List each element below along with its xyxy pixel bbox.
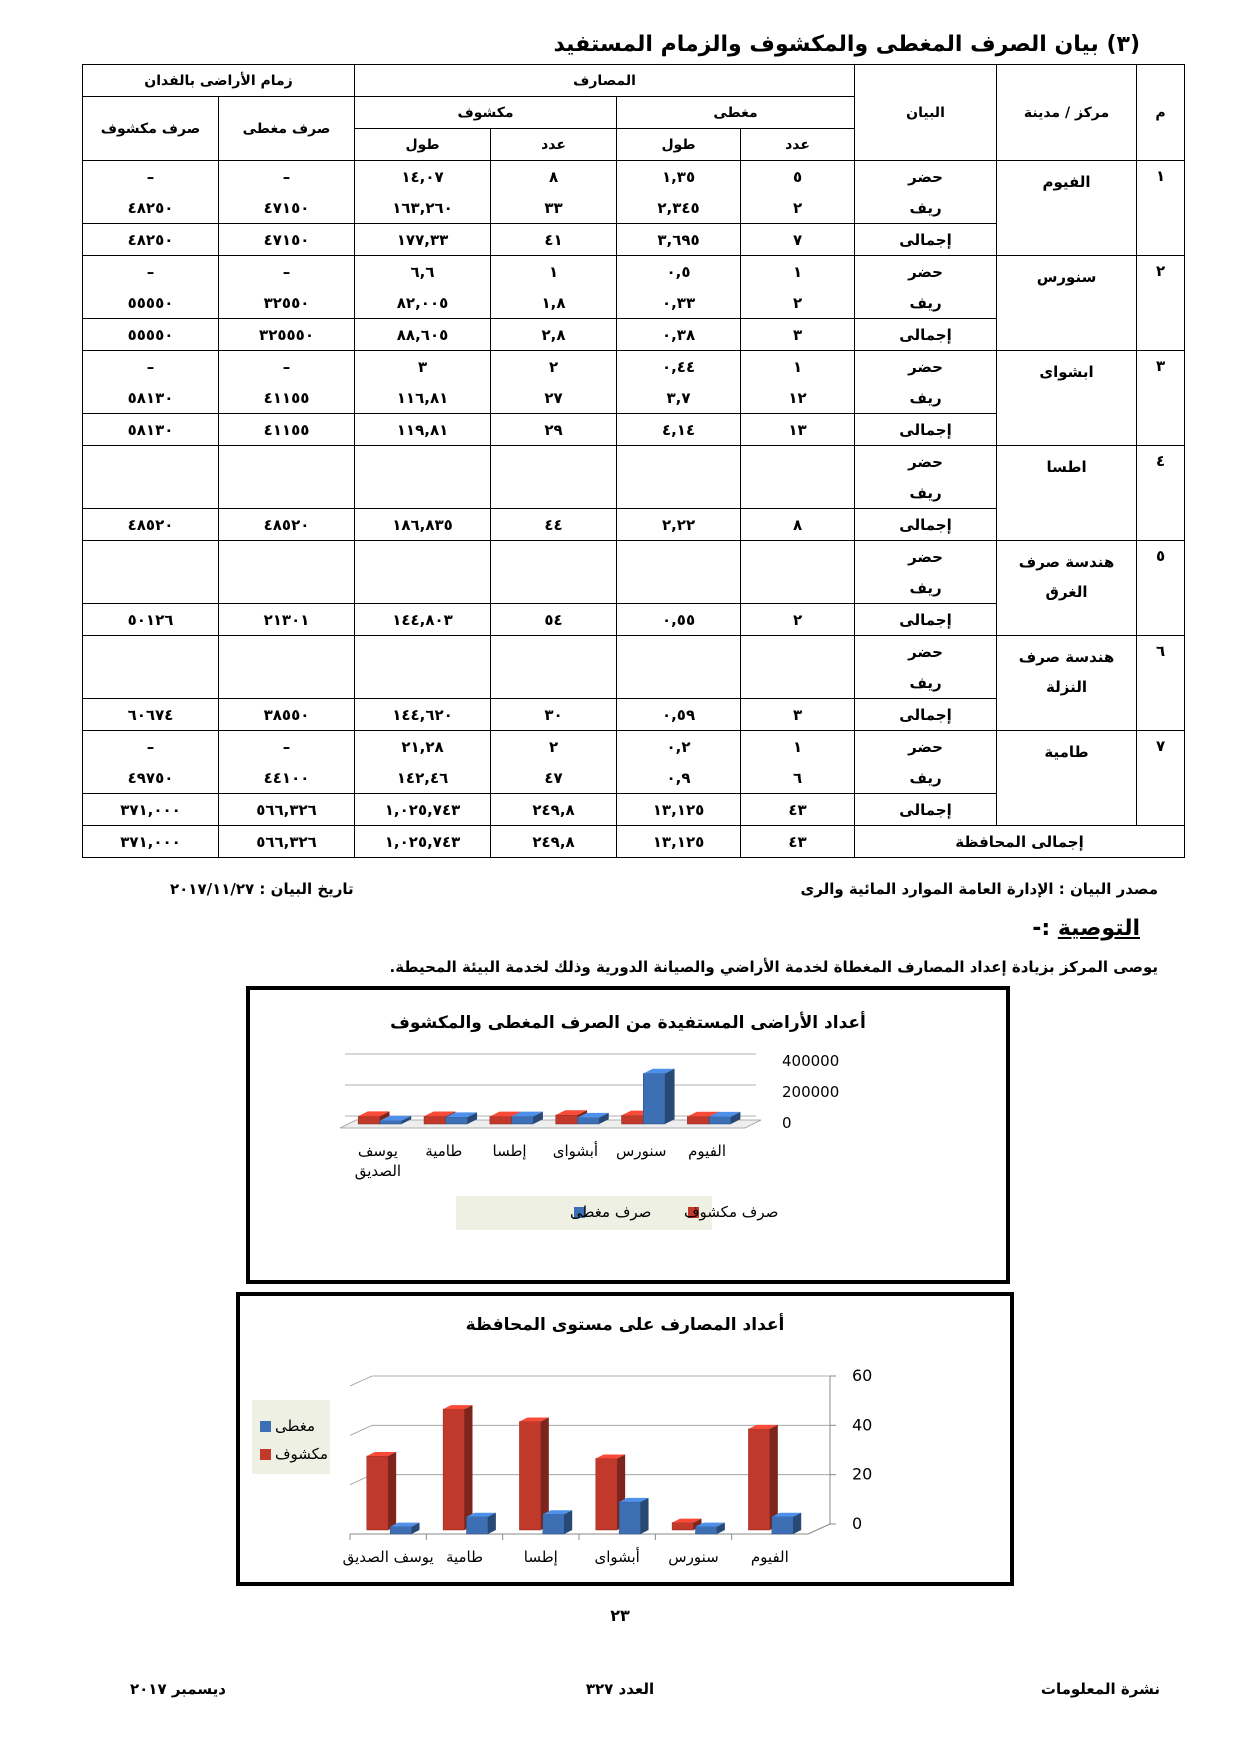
cell-c4: [355, 572, 491, 604]
footer-publication: نشرة المعلومات: [1040, 1680, 1160, 1698]
cell-c2: [617, 541, 741, 573]
y-tick-label: 400000: [782, 1052, 840, 1070]
table-row: [83, 636, 1185, 668]
cell-c6: ٣٧١,٠٠٠: [83, 794, 219, 826]
row-label: حضر: [855, 541, 997, 573]
bar-مكشوف: [748, 1425, 777, 1530]
bar-مكشوف: [519, 1417, 548, 1530]
cell-c5: ٣٨٥٥٠: [219, 699, 355, 731]
row-label: ريف: [855, 762, 997, 794]
cell-c4: ١٤٢,٤٦: [355, 762, 491, 794]
legend-label: مغطى: [275, 1417, 316, 1435]
row-markaz: هندسة صرف الغرق: [997, 541, 1137, 636]
footer-issue: العدد ٣٢٧: [585, 1680, 655, 1698]
bar-مغطى: [543, 1510, 572, 1534]
legend-label: صرف مغطى: [570, 1203, 652, 1221]
row-label: إجمالى: [855, 414, 997, 446]
gridline-side: [350, 1425, 372, 1435]
x-tick-label: أبشواى: [552, 1142, 599, 1160]
bar-مكشوف: [443, 1405, 472, 1530]
cell-c5: ٤٧١٥٠: [219, 224, 355, 256]
total-row: [83, 826, 1185, 858]
total-label: إجمالى المحافظة: [855, 826, 1185, 858]
cell-c5: –: [219, 351, 355, 383]
col-header-sarf-moghata: صرف مغطى: [219, 97, 355, 161]
cell-c2: ٠,٥: [617, 256, 741, 288]
total-c5: ٥٦٦,٣٢٦: [219, 826, 355, 858]
recommendation-suffix: :-: [1032, 916, 1058, 941]
x-tick-label: سنورس: [668, 1548, 719, 1566]
y-tick-label: 40: [852, 1415, 873, 1435]
cell-c6: ٦٠٦٧٤: [83, 699, 219, 731]
cell-c2: ٠,٣٣: [617, 287, 741, 319]
x-tick-label: طامية: [425, 1142, 463, 1160]
cell-c4: ١١٩,٨١: [355, 414, 491, 446]
bar-صرف مغطى: [643, 1069, 674, 1124]
cell-c1: [741, 636, 855, 668]
cell-c2: [617, 667, 741, 699]
cell-c1: [741, 541, 855, 573]
total-c6: ٣٧١,٠٠٠: [83, 826, 219, 858]
cell-c4: ١٤,٠٧: [355, 161, 491, 193]
cell-c3: ٢٤٩,٨: [491, 794, 617, 826]
row-label: ريف: [855, 287, 997, 319]
cell-c5: [219, 446, 355, 478]
row-markaz: ابشواى: [997, 351, 1137, 446]
page-title: (٣) بيان الصرف المغطى والمكشوف والزمام المستفيد: [553, 32, 1140, 57]
cell-c3: [491, 636, 617, 668]
recommendation-text: يوصى المركز بزيادة إعداد المصارف المغطاة لخدمة الأراضي والصيانة الدورية وذلك لخدمة البيئة المحيطة.: [389, 958, 1158, 976]
cell-c5: ٥٦٦,٣٢٦: [219, 794, 355, 826]
x-tick-label: يوسف: [357, 1142, 398, 1160]
cell-c6: ٥٨١٣٠: [83, 414, 219, 446]
col-header-masaref: المصارف: [355, 65, 855, 97]
cell-c6: ٥٨١٣٠: [83, 382, 219, 414]
row-label: حضر: [855, 636, 997, 668]
cell-c4: ٨٢,٠٠٥: [355, 287, 491, 319]
table-row: [83, 161, 1185, 193]
total-c1: ٤٣: [741, 826, 855, 858]
bar-مغطى: [467, 1513, 496, 1534]
cell-c6: –: [83, 161, 219, 193]
cell-c2: ٠,٣٨: [617, 319, 741, 351]
chart-lands: [246, 986, 1010, 1284]
chart-lands-legend: [456, 1196, 778, 1230]
cell-c5: ٤٨٥٢٠: [219, 509, 355, 541]
cell-c3: [491, 446, 617, 478]
cell-c4: ١٤٤,٨٠٣: [355, 604, 491, 636]
table-row: [83, 351, 1185, 383]
col-header-moghata: مغطى: [617, 97, 855, 129]
legend-swatch: [260, 1421, 271, 1432]
cell-c5: ٢١٣٠١: [219, 604, 355, 636]
col-header-zemam: زمام الأراضى بالفدان: [83, 65, 355, 97]
cell-c1: ١٣: [741, 414, 855, 446]
row-label: ريف: [855, 667, 997, 699]
row-label: حضر: [855, 351, 997, 383]
cell-c3: ٨: [491, 161, 617, 193]
row-label: ريف: [855, 382, 997, 414]
table-body: [83, 161, 1185, 858]
total-c4: ١,٠٢٥,٧٤٣: [355, 826, 491, 858]
x-tick-label: أبشواى: [594, 1548, 640, 1566]
cell-c3: ٥٤: [491, 604, 617, 636]
x-tick-label: يوسف الصديق: [342, 1548, 434, 1566]
cell-c3: [491, 477, 617, 509]
cell-c1: ١: [741, 256, 855, 288]
col-header-tool: طول: [617, 129, 741, 161]
cell-c1: ٣: [741, 699, 855, 731]
x-tick-label: الصديق: [354, 1162, 402, 1180]
cell-c5: [219, 541, 355, 573]
cell-c6: [83, 477, 219, 509]
row-label: ريف: [855, 477, 997, 509]
cell-c6: ٤٨٥٢٠: [83, 509, 219, 541]
row-label: إجمالى: [855, 319, 997, 351]
cell-c1: ٤٣: [741, 794, 855, 826]
row-label: حضر: [855, 446, 997, 478]
cell-c2: [617, 572, 741, 604]
cell-c5: ٤٧١٥٠: [219, 192, 355, 224]
cell-c2: ٤,١٤: [617, 414, 741, 446]
row-label: إجمالى: [855, 604, 997, 636]
cell-c2: ٢,٣٤٥: [617, 192, 741, 224]
cell-c6: [83, 636, 219, 668]
cell-c4: ٦,٦: [355, 256, 491, 288]
cell-c1: ٦: [741, 762, 855, 794]
data-source: مصدر البيان : الإدارة العامة الموارد المائية والرى: [800, 880, 1158, 898]
cell-c1: [741, 572, 855, 604]
cell-c6: [83, 667, 219, 699]
cell-c4: ١٦٣,٢٦٠: [355, 192, 491, 224]
row-markaz: الفيوم: [997, 161, 1137, 256]
cell-c4: [355, 541, 491, 573]
cell-c6: –: [83, 351, 219, 383]
col-header-adad: عدد: [491, 129, 617, 161]
x-tick-label: الفيوم: [688, 1142, 727, 1160]
cell-c3: ٢: [491, 731, 617, 763]
row-label: ريف: [855, 192, 997, 224]
cell-c3: ١: [491, 256, 617, 288]
cell-c1: [741, 667, 855, 699]
cell-c5: ٣٢٥٥٥٠: [219, 319, 355, 351]
y-tick-label: 60: [852, 1366, 873, 1385]
chart-drains: [236, 1292, 1014, 1586]
cell-c5: –: [219, 161, 355, 193]
cell-c3: [491, 667, 617, 699]
x-tick-label: طامية: [445, 1548, 484, 1566]
cell-c4: ٨٨,٦٠٥: [355, 319, 491, 351]
chart-drains-title: أعداد المصارف على مستوى المحافظة: [465, 1315, 785, 1335]
bar-مغطى: [772, 1513, 801, 1534]
y-tick-label: 0: [782, 1114, 792, 1132]
x-tick-label: الفيوم: [750, 1548, 789, 1566]
page-number: ٢٣: [610, 1606, 630, 1625]
y-tick-label: 20: [852, 1464, 873, 1484]
row-markaz: هندسة صرف النزلة: [997, 636, 1137, 731]
cell-c1: ١٢: [741, 382, 855, 414]
row-number: ٧: [1137, 731, 1185, 826]
gridline-side: [350, 1376, 372, 1386]
row-label: إجمالى: [855, 699, 997, 731]
cell-c4: ١١٦,٨١: [355, 382, 491, 414]
cell-c2: ١,٣٥: [617, 161, 741, 193]
cell-c4: ٣: [355, 351, 491, 383]
row-markaz: اطسا: [997, 446, 1137, 541]
cell-c5: –: [219, 256, 355, 288]
cell-c2: [617, 636, 741, 668]
cell-c6: ٥٠١٢٦: [83, 604, 219, 636]
cell-c4: ١٨٦,٨٣٥: [355, 509, 491, 541]
cell-c4: [355, 446, 491, 478]
cell-c3: ٤٤: [491, 509, 617, 541]
cell-c6: ٤٨٢٥٠: [83, 224, 219, 256]
legend-label: مكشوف: [275, 1445, 328, 1463]
row-number: ٥: [1137, 541, 1185, 636]
cell-c1: ١: [741, 351, 855, 383]
cell-c4: [355, 636, 491, 668]
row-number: ٦: [1137, 636, 1185, 731]
row-label: إجمالى: [855, 509, 997, 541]
col-header-num: م: [1137, 65, 1185, 161]
col-header-bayan: البيان: [855, 65, 997, 161]
cell-c1: ٢: [741, 604, 855, 636]
cell-c3: ٢,٨: [491, 319, 617, 351]
col-header-adad: عدد: [741, 129, 855, 161]
table-row: [83, 541, 1185, 573]
cell-c6: –: [83, 256, 219, 288]
cell-c3: ٣٣: [491, 192, 617, 224]
table-row: [83, 446, 1185, 478]
cell-c2: ٠,٤٤: [617, 351, 741, 383]
recommendation-heading: [1032, 916, 1140, 941]
cell-c3: ٤٧: [491, 762, 617, 794]
cell-c2: ٣,٦٩٥: [617, 224, 741, 256]
table-row: [83, 731, 1185, 763]
cell-c5: ٤١١٥٥: [219, 414, 355, 446]
cell-c4: ٢١,٢٨: [355, 731, 491, 763]
cell-c5: [219, 667, 355, 699]
cell-c5: ٤٤١٠٠: [219, 762, 355, 794]
total-c3: ٢٤٩,٨: [491, 826, 617, 858]
cell-c1: [741, 477, 855, 509]
cell-c3: ٢٧: [491, 382, 617, 414]
cell-c1: ٥: [741, 161, 855, 193]
cell-c6: ٥٥٥٥٠: [83, 287, 219, 319]
cell-c3: [491, 541, 617, 573]
col-header-markaz: مركز / مدينة: [997, 65, 1137, 161]
recommendation-title: التوصية: [1057, 916, 1140, 941]
cell-c6: ٤٩٧٥٠: [83, 762, 219, 794]
row-markaz: سنورس: [997, 256, 1137, 351]
row-markaz: طامية: [997, 731, 1137, 826]
bar-مكشوف: [367, 1452, 396, 1530]
cell-c3: [491, 572, 617, 604]
table-row: [83, 256, 1185, 288]
cell-c1: ٧: [741, 224, 855, 256]
cell-c2: ٠,٢: [617, 731, 741, 763]
row-number: ٣: [1137, 351, 1185, 446]
cell-c2: [617, 477, 741, 509]
chart-lands-svg: [250, 990, 1006, 1280]
data-date: تاريخ البيان : ٢٠١٧/١١/٢٧: [170, 880, 354, 898]
x-tick-label: إطسا: [492, 1142, 527, 1160]
cell-c4: ١٤٤,٦٢٠: [355, 699, 491, 731]
row-number: ٢: [1137, 256, 1185, 351]
cell-c2: ٠,٥٩: [617, 699, 741, 731]
cell-c5: [219, 572, 355, 604]
row-label: إجمالى: [855, 224, 997, 256]
cell-c6: [83, 572, 219, 604]
cell-c6: [83, 541, 219, 573]
cell-c5: ٤١١٥٥: [219, 382, 355, 414]
cell-c2: ٣,٧: [617, 382, 741, 414]
chart-drains-legend: [252, 1400, 330, 1474]
cell-c2: ٢,٢٢: [617, 509, 741, 541]
y-tick-label: 0: [852, 1514, 863, 1533]
chart-lands-title: أعداد الأراضى المستفيدة من الصرف المغطى والمكشوف: [390, 1013, 866, 1033]
cell-c5: [219, 636, 355, 668]
legend-swatch: [260, 1449, 271, 1460]
x-tick-label: سنورس: [616, 1142, 667, 1160]
cell-c2: ٠,٩: [617, 762, 741, 794]
drains-table: [82, 64, 1185, 858]
cell-c5: [219, 477, 355, 509]
row-number: ١: [1137, 161, 1185, 256]
cell-c2: [617, 446, 741, 478]
bar-مغطى: [619, 1498, 648, 1534]
col-header-tool: طول: [355, 129, 491, 161]
cell-c3: ٣٠: [491, 699, 617, 731]
cell-c3: ٢: [491, 351, 617, 383]
cell-c6: ٤٨٢٥٠: [83, 192, 219, 224]
cell-c1: ٨: [741, 509, 855, 541]
axis-corner: [808, 1524, 830, 1534]
y-tick-label: 200000: [782, 1083, 840, 1101]
legend-label: صرف مكشوف: [684, 1203, 779, 1221]
cell-c3: ٢٩: [491, 414, 617, 446]
cell-c1: ٢: [741, 192, 855, 224]
cell-c3: ٤١: [491, 224, 617, 256]
footer-date: ديسمبر ٢٠١٧: [130, 1680, 226, 1698]
row-label: إجمالى: [855, 794, 997, 826]
cell-c4: [355, 477, 491, 509]
cell-c1: ١: [741, 731, 855, 763]
row-number: ٤: [1137, 446, 1185, 541]
row-label: حضر: [855, 161, 997, 193]
row-label: ريف: [855, 572, 997, 604]
row-label: حضر: [855, 256, 997, 288]
cell-c6: –: [83, 731, 219, 763]
cell-c4: [355, 667, 491, 699]
cell-c4: ١,٠٢٥,٧٤٣: [355, 794, 491, 826]
total-c2: ١٣,١٢٥: [617, 826, 741, 858]
cell-c3: ١,٨: [491, 287, 617, 319]
cell-c1: ٣: [741, 319, 855, 351]
cell-c5: –: [219, 731, 355, 763]
cell-c6: ٥٥٥٥٠: [83, 319, 219, 351]
col-header-makshouf: مكشوف: [355, 97, 617, 129]
cell-c2: ٠,٥٥: [617, 604, 741, 636]
cell-c4: ١٧٧,٣٣: [355, 224, 491, 256]
cell-c5: ٣٢٥٥٠: [219, 287, 355, 319]
cell-c1: [741, 446, 855, 478]
x-tick-label: إطسا: [523, 1548, 558, 1566]
chart-drains-svg: [240, 1296, 1010, 1582]
cell-c1: ٢: [741, 287, 855, 319]
row-label: حضر: [855, 731, 997, 763]
cell-c6: [83, 446, 219, 478]
cell-c2: ١٣,١٢٥: [617, 794, 741, 826]
col-header-sarf-makshouf: صرف مكشوف: [83, 97, 219, 161]
